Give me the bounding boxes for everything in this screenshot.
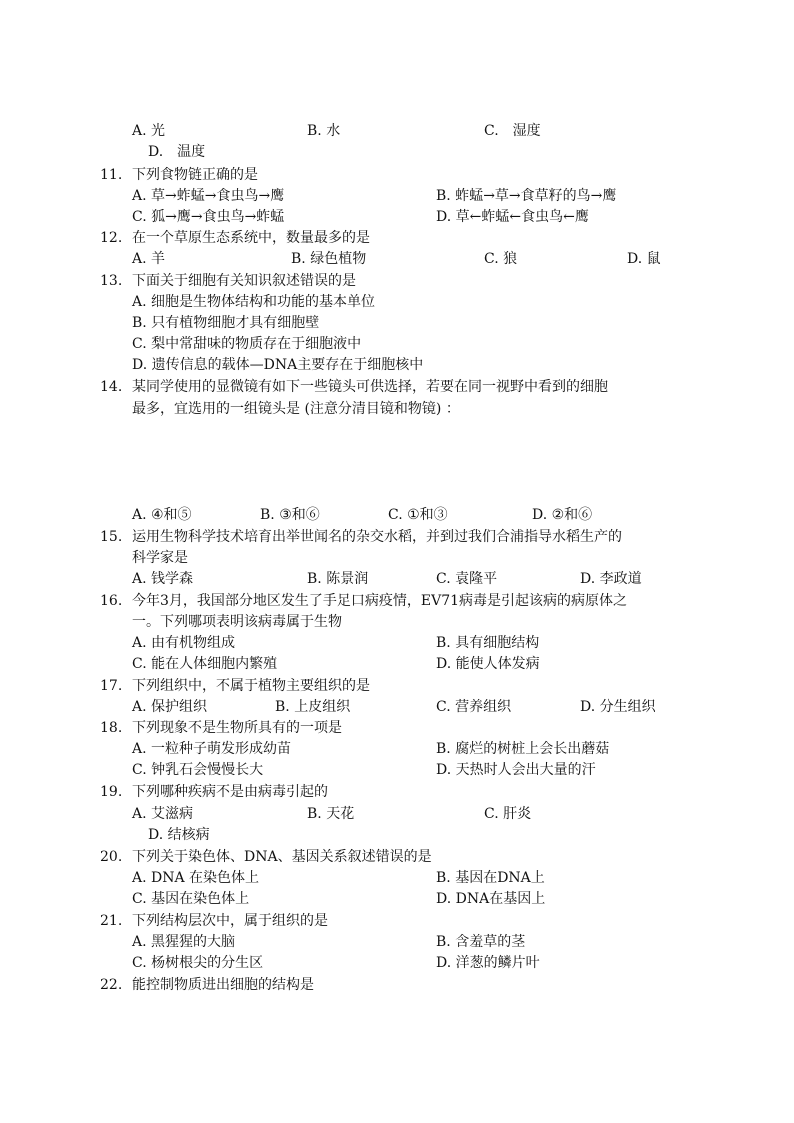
q11-option-a: A. 草→蚱蜢→食虫鸟→鹰 [132, 188, 285, 204]
q15-stem-line1: 运用生物科学技术培育出举世闻名的杂交水稻，并到过我们合浦指导水稻生产的 [132, 529, 622, 545]
q13-option-c: C. 梨中常甜味的物质存在于细胞液中 [132, 336, 362, 352]
q16-option-d: D. 能使人体发病 [436, 656, 540, 672]
q10-option-b: B. 水 [307, 123, 341, 139]
q15-number: 15. [100, 529, 123, 545]
q20-option-d: D. DNA在基因上 [436, 891, 546, 907]
q20-number: 20. [100, 849, 123, 865]
q21-option-b: B. 含羞草的茎 [436, 934, 526, 950]
q16-option-c: C. 能在人体细胞内繁殖 [132, 656, 278, 672]
q12-option-c: C. 狼 [484, 251, 518, 267]
q21-option-c: C. 杨树根尖的分生区 [132, 955, 264, 971]
q18-stem: 下列现象不是生物所具有的一项是 [132, 720, 342, 736]
q18-option-d: D. 天热时人会出大量的汗 [436, 762, 596, 778]
q17-option-d: D. 分生组织 [580, 699, 656, 715]
q22-number: 22. [100, 977, 123, 993]
q15-option-a: A. 钱学森 [132, 571, 194, 587]
q16-stem-line2: 一。下列哪项表明该病毒属于生物 [132, 614, 342, 630]
q14-option-d: D. ②和⑥ [532, 507, 593, 523]
q20-stem: 下列关于染色体、DNA、基因关系叙述错误的是 [132, 849, 432, 865]
q20-option-c: C. 基因在染色体上 [132, 891, 250, 907]
q14-number: 14. [100, 379, 123, 395]
q18-number: 18. [100, 720, 123, 736]
q12-option-d: D. 鼠 [627, 251, 661, 267]
q19-option-a: A. 艾滋病 [132, 806, 194, 822]
q11-option-b: B. 蚱蜢→草→食草籽的鸟→鹰 [436, 188, 617, 204]
q13-option-b: B. 只有植物细胞才具有细胞壁 [132, 315, 320, 331]
q14-option-a: A. ④和⑤ [132, 507, 192, 523]
q19-option-b: B. 天花 [307, 806, 355, 822]
q21-stem: 下列结构层次中，属于组织的是 [132, 913, 328, 929]
q11-number: 11. [100, 167, 123, 183]
q17-option-b: B. 上皮组织 [275, 699, 351, 715]
q11-stem: 下列食物链正确的是 [132, 167, 258, 183]
q13-option-d: D. 遗传信息的载体—DNA主要存在于细胞核中 [132, 357, 424, 373]
q11-option-d: D. 草←蚱蜢←食虫鸟←鹰 [436, 209, 589, 225]
q17-option-c: C. 营养组织 [436, 699, 512, 715]
q17-number: 17. [100, 678, 123, 694]
q20-option-b: B. 基因在DNA上 [436, 870, 545, 886]
q10-option-c: C. 湿度 [484, 123, 541, 139]
q15-option-b: B. 陈景润 [307, 571, 369, 587]
q10-option-d: D. 温度 [148, 144, 206, 160]
q12-number: 12. [100, 230, 123, 246]
q15-option-d: D. 李政道 [580, 571, 642, 587]
q12-option-b: B. 绿色植物 [291, 251, 367, 267]
q16-option-a: A. 由有机物组成 [132, 635, 236, 651]
q15-stem-line2: 科学家是 [132, 550, 188, 566]
q13-option-a: A. 细胞是生物体结构和功能的基本单位 [132, 294, 376, 310]
q21-number: 21. [100, 913, 123, 929]
q11-option-c: C. 狐→鹰→食虫鸟→蚱蜢 [132, 209, 285, 225]
q20-option-a: A. DNA 在染色体上 [132, 870, 260, 886]
q13-number: 13. [100, 273, 123, 289]
q18-option-b: B. 腐烂的树桩上会长出蘑菇 [436, 741, 610, 757]
q10-option-a: A. 光 [132, 123, 166, 139]
q15-option-c: C. 袁隆平 [436, 571, 498, 587]
q16-number: 16. [100, 593, 123, 609]
q16-stem-line1: 今年3月，我国部分地区发生了手足口病疫情，EV71病毒是引起该病的病原体之 [132, 593, 628, 609]
q14-stem-line2: 最多，宜选用的一组镜头是 (注意分清目镜和物镜) ： [132, 401, 460, 417]
q14-stem-line1: 某同学使用的显微镜有如下一些镜头可供选择，若要在同一视野中看到的细胞 [132, 379, 608, 395]
q21-option-d: D. 洋葱的鳞片叶 [436, 955, 540, 971]
q19-number: 19. [100, 784, 123, 800]
q17-stem: 下列组织中，不属于植物主要组织的是 [132, 678, 370, 694]
q21-option-a: A. 黑猩猩的大脑 [132, 934, 236, 950]
q12-option-a: A. 羊 [132, 251, 166, 267]
q12-stem: 在一个草原生态系统中，数量最多的是 [132, 230, 370, 246]
q14-option-b: B. ③和⑥ [260, 507, 320, 523]
q18-option-a: A. 一粒种子萌发形成幼苗 [132, 741, 292, 757]
q14-option-c: C. ①和③ [388, 507, 448, 523]
q19-option-d: D. 结核病 [148, 827, 210, 843]
q19-option-c: C. 肝炎 [484, 806, 532, 822]
q16-option-b: B. 具有细胞结构 [436, 635, 540, 651]
q13-stem: 下面关于细胞有关知识叙述错误的是 [132, 273, 356, 289]
q17-option-a: A. 保护组织 [132, 699, 208, 715]
q18-option-c: C. 钟乳石会慢慢长大 [132, 762, 264, 778]
q22-stem: 能控制物质进出细胞的结构是 [132, 977, 314, 993]
q19-stem: 下列哪种疾病不是由病毒引起的 [132, 784, 328, 800]
